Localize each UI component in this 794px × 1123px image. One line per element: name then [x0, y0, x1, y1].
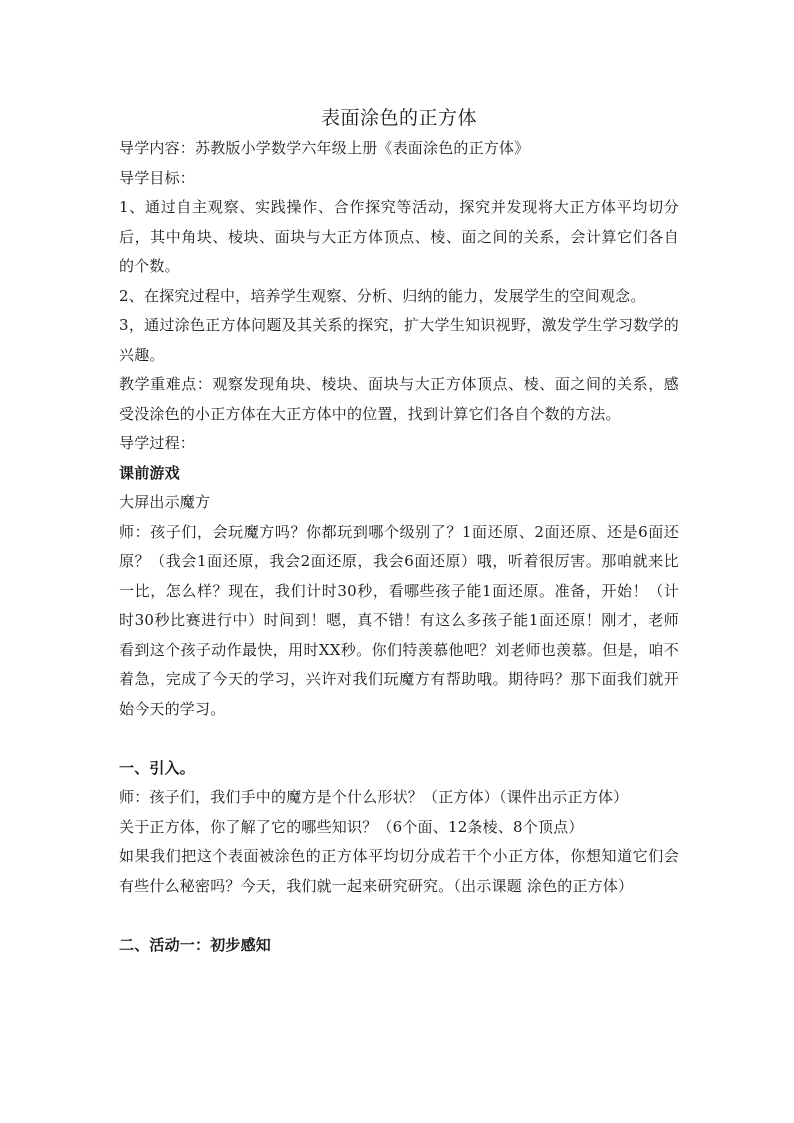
- learning-content-line: 导学内容：苏教版小学数学六年级上册《表面涂色的正方体》: [119, 139, 530, 157]
- learning-goals-heading: 导学目标：: [119, 168, 196, 187]
- section-1-paragraph-1: 师：孩子们，我们手中的魔方是个什么形状？（正方体）（课件出示正方体）: [119, 788, 629, 806]
- learning-goal-1: 1、通过自主观察、实践操作、合作探究等活动，探究并发现将大正方体平均切分后，其中角块、棱块、面块与大正方体顶点、棱、面之间的关系，会计算它们各自的个数。: [119, 198, 679, 275]
- pre-class-game-heading: 课前游戏: [119, 463, 180, 482]
- blank-line: [119, 901, 679, 931]
- section-2-heading: 二、活动一：初步感知: [119, 935, 272, 954]
- section-1-paragraph-2: 关于正方体，你了解了它的哪些知识？（6个面、12条棱、8个顶点）: [119, 817, 584, 836]
- learning-goal-3: 3，通过涂色正方体问题及其关系的探究，扩大学生知识视野，激发学生学习数学的兴趣。: [119, 316, 679, 364]
- section-1-heading: 一、引入。: [119, 758, 196, 777]
- section-1-paragraph-3: 如果我们把这个表面被涂色的正方体平均切分成若干个小正方体，你想知道它们会有些什么秘密吗？今天，我们就一起来研究研究。（出示课题 涂色的正方体）: [119, 847, 679, 895]
- key-difficult-points: 教学重难点：观察发现角块、棱块、面块与大正方体顶点、棱、面之间的关系，感受没涂色的小正方体在大正方体中的位置，找到计算它们各自个数的方法。: [119, 375, 679, 423]
- document-title: 表面涂色的正方体: [320, 107, 477, 129]
- screen-show-line: 大屏出示魔方: [119, 493, 211, 511]
- learning-process-heading: 导学过程：: [119, 434, 196, 452]
- teacher-intro-paragraph: 师：孩子们，会玩魔方吗？你都玩到哪个级别了？1面还原、2面还原、还是6面还原？（我会1面还原，我会2面还原，我会6面还原）哦，听着很厉害。那咱就来比一比，怎么样？现在，我们计时30秒，看哪些孩子能1面还原。准备，开始！（计时30秒比赛进行中）时间到！嗯，真不错！有这么多孩子能1面还原！刚才，老师看到这个孩子动作最快，用时XX秒。你们特羡慕他吧？刘老师也羡慕。但是，咱不着急，完成了今天的学习，兴许对我们玩魔方有帮助哦。期待吗？那下面我们就开始今天的学习。: [119, 522, 679, 718]
- document-body: [119, 104, 679, 960]
- blank-line: [119, 724, 679, 754]
- learning-goal-2: 2、在探究过程中，培养学生观察、分析、归纳的能力，发展学生的空间观念。: [119, 286, 646, 305]
